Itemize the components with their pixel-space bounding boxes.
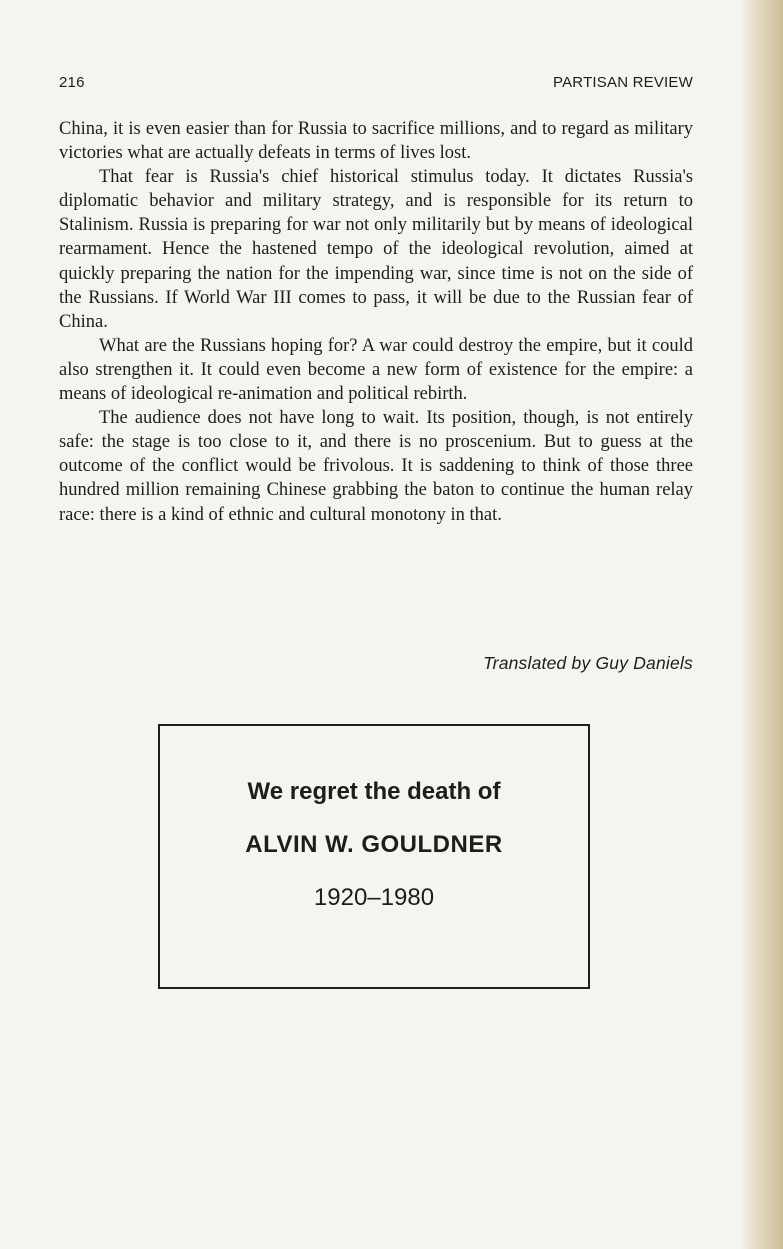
page-gutter-shadow [741, 0, 783, 1249]
memorial-name: ALVIN W. GOULDNER [245, 831, 503, 858]
page-number: 216 [59, 74, 85, 91]
paragraph-4: The audience does not have long to wait. Its position, though, is not entirely safe: the stage is too close to it, and there is no proscenium. But to guess at the outcome of the conflict would be frivolous. It is saddening to think of those three hundred million remaining Chinese grabbing the baton to continue the human relay race: there is a kind of ethnic and cultural monotony in that. [59, 408, 693, 525]
memorial-years: 1920–1980 [313, 884, 435, 911]
memorial-notice-box [158, 724, 590, 989]
memorial-heading: We regret the death of [247, 778, 501, 805]
paragraph-2: That fear is Russia's chief historical stimulus today. It dictates Russia's diplomatic behavior and military strategy, and is responsible for its return to Stalinism. Russia is preparing for war not only militarily but by means of ideological rearmament. Hence the hastened tempo of the ideological revolution, aimed at quickly preparing the nation for the impending war, since time is not on the side of the Russians. If World War III comes to pass, it will be due to the Russian fear of China. [59, 167, 693, 332]
paragraph-1: China, it is even easier than for Russia to sacrifice millions, and to regard as military victories what are actually defeats in terms of lives lost. [59, 119, 693, 164]
journal-title: PARTISAN REVIEW [553, 74, 693, 91]
translator-credit: Translated by Guy Daniels [483, 653, 693, 673]
running-head [59, 74, 693, 94]
article-body [59, 117, 693, 527]
paragraph-3: What are the Russians hoping for? A war could destroy the empire, but it could also strengthen it. It could even become a new form of existence for the empire: a means of ideological re-animation and political rebirth. [59, 335, 693, 405]
